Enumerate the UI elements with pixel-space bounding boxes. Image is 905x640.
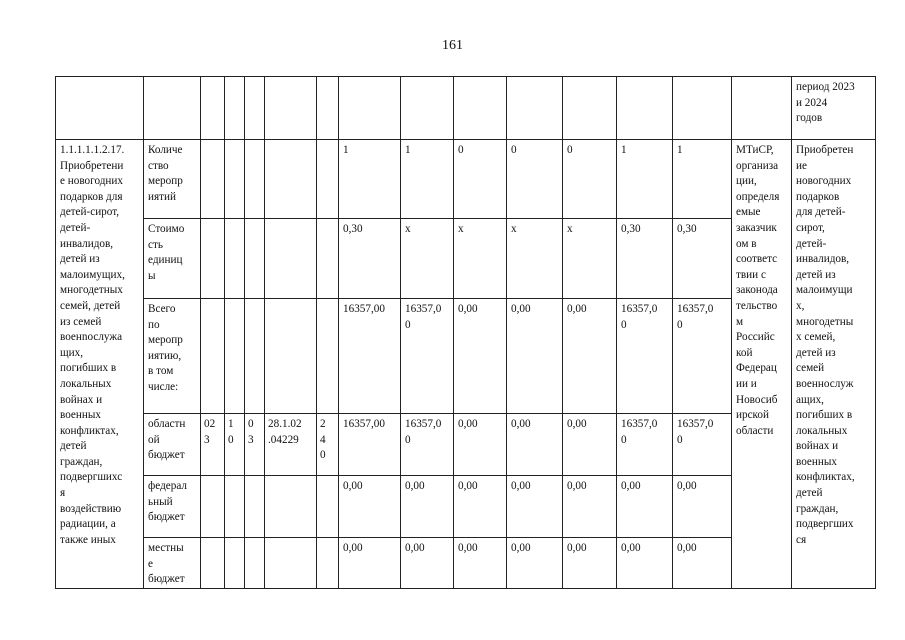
code-cell: [265, 538, 317, 589]
value-cell: 0,00: [339, 476, 401, 538]
code-cell: [265, 140, 317, 219]
value-cell: 0,00: [454, 476, 507, 538]
table-row: [56, 140, 876, 219]
code-cell: [225, 219, 245, 299]
row-label: федерал ьный бюджет: [144, 476, 201, 538]
value-cell: 1: [673, 140, 732, 219]
code-cell: [265, 476, 317, 538]
value-cell: 0,00: [339, 538, 401, 589]
value-cell: 16357,00: [339, 299, 401, 414]
value-cell: 0,00: [507, 476, 563, 538]
value-cell: 0,00: [673, 476, 732, 538]
table-cell: [225, 77, 245, 140]
value-cell: х: [401, 219, 454, 299]
code-cell: [201, 476, 225, 538]
row-label: областн ой бюджет: [144, 414, 201, 476]
value-cell: 0,00: [454, 538, 507, 589]
value-cell: 0,00: [617, 538, 673, 589]
code-cell: [317, 299, 339, 414]
value-cell: 0: [563, 140, 617, 219]
table-cell: [144, 77, 201, 140]
row-label: Всего по меропр иятию, в том числе:: [144, 299, 201, 414]
code-cell: 2 4 0: [317, 414, 339, 476]
code-cell: 1 0: [225, 414, 245, 476]
code-cell: [201, 140, 225, 219]
value-cell: 0: [507, 140, 563, 219]
code-cell: 0 3: [245, 414, 265, 476]
value-cell: 0,00: [507, 299, 563, 414]
value-cell: 0,30: [617, 219, 673, 299]
value-cell: 16357,0 0: [673, 414, 732, 476]
result-cell: Приобретен ие новогодних подарков для детей- сирот, детей- инвалидов, детей из малоимущи х, многодетны х семей, детей из семей военнослуж ащих, погибших в локальных войнах и военных конфликтах, детей граждан, подвергших ся: [792, 140, 876, 589]
table-cell: [245, 77, 265, 140]
table-cell: [454, 77, 507, 140]
table-cell: [317, 77, 339, 140]
value-cell: 0,00: [507, 538, 563, 589]
value-cell: 0,00: [507, 414, 563, 476]
value-cell: 0,00: [401, 476, 454, 538]
value-cell: х: [454, 219, 507, 299]
code-cell: [265, 219, 317, 299]
code-cell: [245, 140, 265, 219]
value-cell: 0,00: [563, 538, 617, 589]
value-cell: 1: [401, 140, 454, 219]
code-cell: [225, 476, 245, 538]
code-cell: [201, 538, 225, 589]
table-cell: [673, 77, 732, 140]
table-cell: [401, 77, 454, 140]
value-cell: 16357,00: [339, 414, 401, 476]
row-label: Количе ство меропр иятий: [144, 140, 201, 219]
code-cell: [317, 476, 339, 538]
value-cell: 16357,0 0: [401, 299, 454, 414]
value-cell: 16357,0 0: [673, 299, 732, 414]
table-cell: [617, 77, 673, 140]
period-cell: период 2023 и 2024 годов: [792, 77, 876, 140]
value-cell: 1: [617, 140, 673, 219]
table-cell: [507, 77, 563, 140]
value-cell: х: [563, 219, 617, 299]
code-cell: [225, 538, 245, 589]
code-cell: [225, 140, 245, 219]
value-cell: х: [507, 219, 563, 299]
code-cell: [317, 538, 339, 589]
row-label: местны е бюджет: [144, 538, 201, 589]
table-cell: [201, 77, 225, 140]
code-cell: [265, 299, 317, 414]
code-cell: 28.1.02 .04229: [265, 414, 317, 476]
code-cell: [201, 219, 225, 299]
code-cell: [245, 219, 265, 299]
value-cell: 1: [339, 140, 401, 219]
table-cell: [265, 77, 317, 140]
code-cell: 02 3: [201, 414, 225, 476]
value-cell: 0,00: [617, 476, 673, 538]
value-cell: 16357,0 0: [617, 299, 673, 414]
code-cell: [317, 219, 339, 299]
value-cell: 0: [454, 140, 507, 219]
row-label: Стоимо сть единиц ы: [144, 219, 201, 299]
value-cell: 0,00: [454, 299, 507, 414]
table-cell: [56, 77, 144, 140]
code-cell: [225, 299, 245, 414]
value-cell: 0,30: [339, 219, 401, 299]
executor-cell: МТиСР, организа ции, определя емые заказчик ом в соответс твии с законода тельство м Российс кой Федерац ии и Новосиб ирской области: [732, 140, 792, 589]
code-cell: [201, 299, 225, 414]
value-cell: 16357,0 0: [617, 414, 673, 476]
budget-table: [55, 76, 876, 589]
value-cell: 16357,0 0: [401, 414, 454, 476]
value-cell: 0,00: [563, 476, 617, 538]
value-cell: 0,30: [673, 219, 732, 299]
table-cell: [339, 77, 401, 140]
table-cell: [563, 77, 617, 140]
code-cell: [245, 476, 265, 538]
page-number: 161: [442, 38, 463, 53]
code-cell: [317, 140, 339, 219]
table-header-row: [56, 77, 876, 140]
measure-name-cell: 1.1.1.1.1.2.17. Приобретени е новогодних подарков для детей-сирот, детей- инвалидов, детей из малоимущих, многодетных семей, детей из семей военnослужа щих, погибших в локальных войнах и военных конфликтах, детей граждан, подвергшихс я воздействию радиации, а также иных: [56, 140, 144, 589]
code-cell: [245, 538, 265, 589]
table-cell: [732, 77, 792, 140]
value-cell: 0,00: [563, 299, 617, 414]
value-cell: 0,00: [563, 414, 617, 476]
value-cell: 0,00: [454, 414, 507, 476]
value-cell: 0,00: [673, 538, 732, 589]
code-cell: [245, 299, 265, 414]
value-cell: 0,00: [401, 538, 454, 589]
